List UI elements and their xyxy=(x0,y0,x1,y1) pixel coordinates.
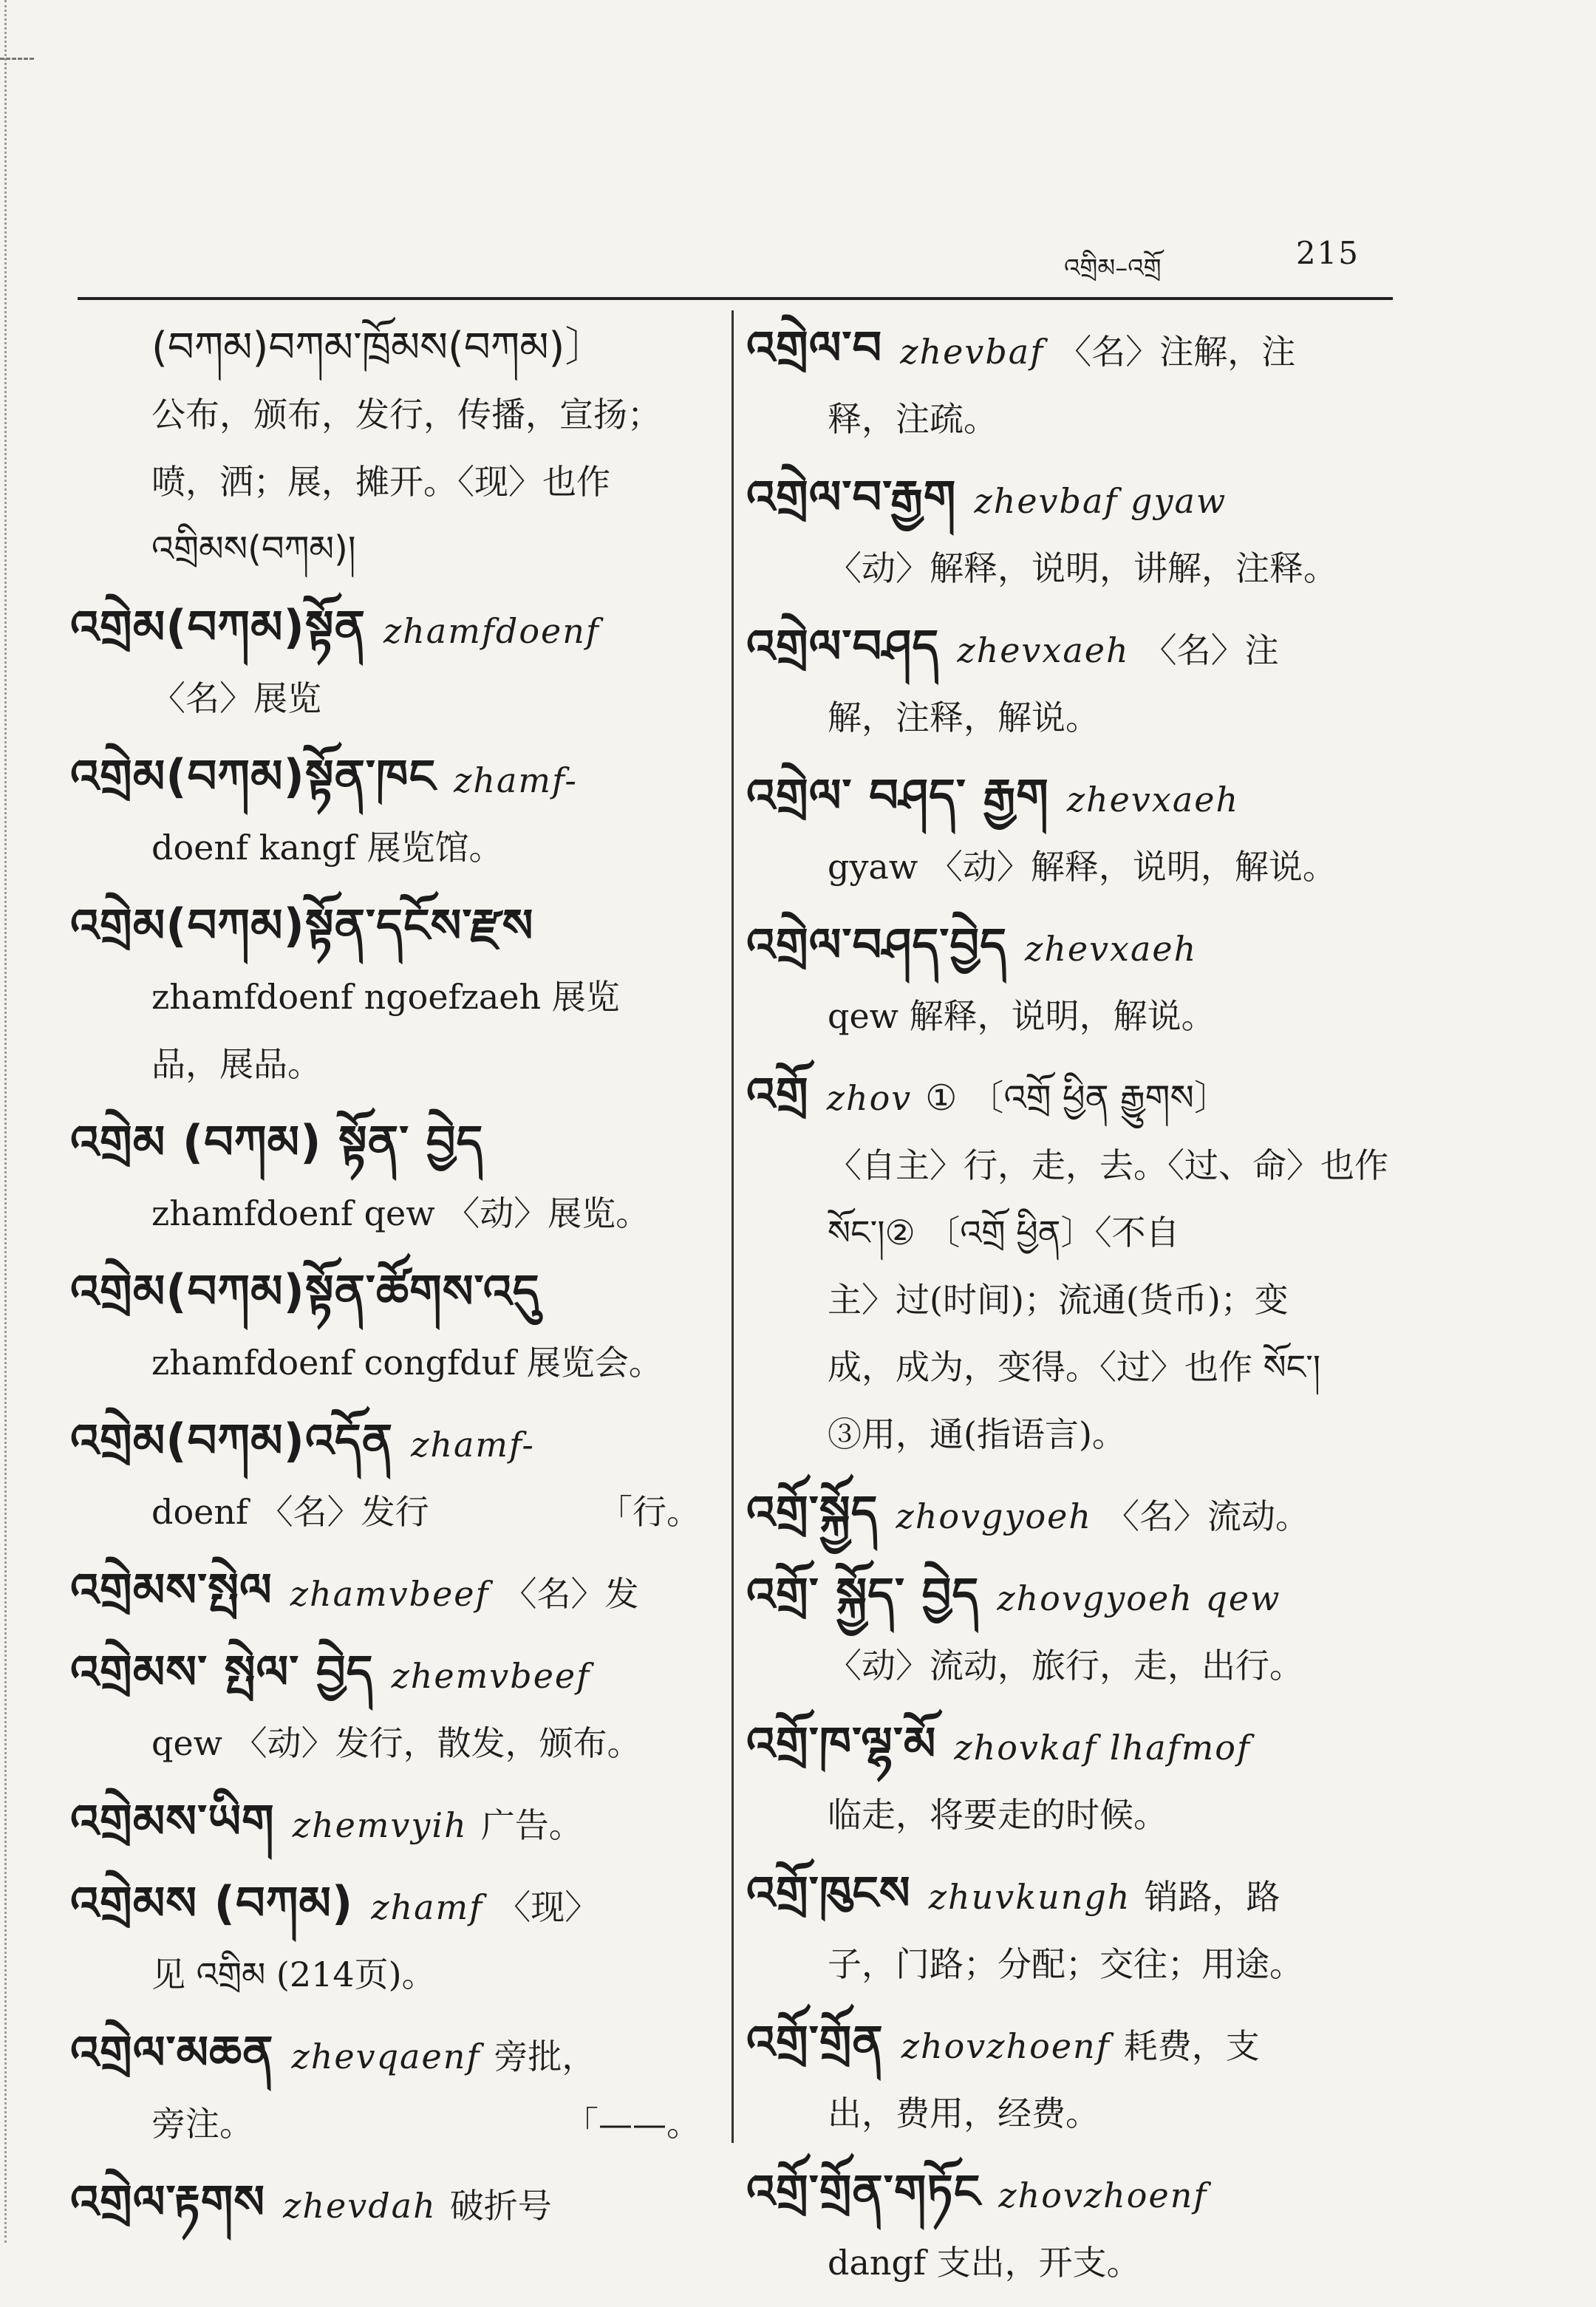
entry-definition: 品，展品。 xyxy=(151,1044,321,1084)
column-divider xyxy=(732,310,734,2143)
entry-romanization: zhamvbeef xyxy=(290,1574,490,1614)
guide-words: འགྲིམ–འགྲོ xyxy=(1064,253,1162,283)
entry-romanization: zhemvyih xyxy=(292,1805,468,1845)
dictionary-entry xyxy=(746,762,1396,901)
entry-romanization: zhevbaf gyaw xyxy=(974,481,1227,521)
dictionary-entry xyxy=(746,463,1396,602)
dictionary-entry xyxy=(746,1710,1396,1849)
entry-headword: འགྲེམ (བཀམ) སྟོན་ བྱེད xyxy=(70,1115,484,1169)
entry-variant: འགྲིམས(བཀམ)། xyxy=(151,528,356,570)
entry-romanization: zhovgyoeh xyxy=(896,1496,1093,1536)
entry-continuation: (བཀམ)བཀམ་ཁྲོམས(བཀམ)〕 xyxy=(151,324,607,372)
dictionary-entry xyxy=(746,1479,1396,1550)
dictionary-entry xyxy=(70,2168,709,2240)
entry-definition: 销路，路 xyxy=(1144,1877,1280,1917)
entry-headword: འགྲོ་སྐྱོད xyxy=(746,1485,879,1539)
dictionary-entry xyxy=(746,2158,1396,2297)
scan-edge-mark xyxy=(0,58,34,60)
entry-definition: 释，注疏。 xyxy=(828,399,998,439)
entry-definition: zhamfdoenf qew 〈动〉展览。 xyxy=(151,1193,650,1233)
entry-definition: 〈名〉流动。 xyxy=(1105,1496,1310,1536)
entry-headword: འགྲེལ་བཤད xyxy=(746,619,940,673)
dictionary-entry xyxy=(70,892,709,1098)
dictionary-entry xyxy=(70,2019,709,2158)
entry-definition: doenf kangf 展览馆。 xyxy=(151,828,503,868)
entry-definition: gyaw 〈动〉解释，说明，解说。 xyxy=(828,847,1337,887)
dictionary-entry xyxy=(746,911,1396,1050)
dictionary-entry xyxy=(746,2008,1396,2147)
page-number: 215 xyxy=(1295,235,1360,271)
entry-headword: འགྲེམ(བཀམ)སྟོན་ཚོགས་འདུ xyxy=(70,1264,540,1318)
entry-headword: འགྲོ་གྲོན་གཏོང xyxy=(746,2164,981,2218)
entry-definition: 解，注释，解说。 xyxy=(828,698,1099,737)
entry-romanization: zhevxaeh xyxy=(1066,780,1240,819)
entry-headword: འགྲེམ(བཀམ)འདོན xyxy=(70,1414,394,1468)
entry-romanization: zhevxaeh xyxy=(957,630,1130,670)
entry-headword: འགྲེམས་སྤེལ xyxy=(70,1563,273,1617)
entry-romanization: zhovzhoenf xyxy=(998,2175,1208,2215)
scan-edge xyxy=(4,0,7,2243)
entry-romanization: zhevbaf xyxy=(900,332,1045,372)
entry-headword: འགྲེལ་རྟགས xyxy=(70,2175,266,2229)
entry-headword: འགྲེལ་བཤད་བྱེད xyxy=(746,918,1007,972)
dictionary-entry xyxy=(746,1859,1396,1998)
entry-definition: 出，费用，经费。 xyxy=(828,2093,1099,2133)
carryover-note: 「——。 xyxy=(565,2104,700,2144)
dictionary-entry xyxy=(70,1407,709,1546)
entry-definition: qew 〈动〉发行，散发，颁布。 xyxy=(151,1723,641,1763)
dictionary-entry xyxy=(746,1060,1396,1468)
entry-definition: 广告。 xyxy=(480,1805,583,1845)
entry-definition: 临走，将要走的时候。 xyxy=(828,1795,1167,1835)
entry-definition: 〈名〉发 xyxy=(502,1574,639,1614)
entry-headword: འགྲོ་ཁུངས xyxy=(746,1866,911,1920)
entry-romanization: zhevqaenf xyxy=(291,2037,481,2076)
entry-definition: 成，成为，变得。〈过〉也作 སོང་། xyxy=(828,1347,1321,1387)
entry-definition: 主〉过(时间)；流通(货币)；变 xyxy=(828,1280,1289,1320)
entry-definition: 〈名〉展览 xyxy=(151,678,321,718)
entry-headword: འགྲོ་ཁ་ལྷ་མོ xyxy=(746,1717,937,1771)
dictionary-entry xyxy=(70,1870,709,2008)
entry-definition: ① 〔འགྲོ ཕྱིན རྒྱུགས〕 xyxy=(925,1077,1230,1119)
entry-definition: 旁注。 xyxy=(151,2104,253,2144)
entry-headword: འགྲེལ་མཆན xyxy=(70,2025,274,2079)
dictionary-entry xyxy=(746,1561,1396,1700)
left-column xyxy=(70,314,709,2250)
dictionary-entry xyxy=(746,314,1396,453)
entry-romanization: zhevxaeh xyxy=(1024,929,1198,969)
entry-romanization: zhemvbeef xyxy=(391,1656,591,1696)
entry-definition: 〈名〉注 xyxy=(1142,630,1279,670)
entry-headword: འགྲེམས (བཀམ) xyxy=(70,1876,354,1930)
entry-definition: 公布，颁布，发行，传播，宣扬； xyxy=(151,395,661,435)
entry-definition: 〈现〉 xyxy=(497,1887,599,1927)
entry-definition: 〈动〉解释，说明，讲解，注释。 xyxy=(828,548,1337,588)
entry-definition: 喷，洒；展，摊开。〈现〉也作 xyxy=(151,462,610,502)
page-header xyxy=(1064,235,1360,287)
entry-headword: འགྲེམ(བཀམ)སྟོན xyxy=(70,600,366,654)
entry-romanization: zhovzhoenf xyxy=(901,2026,1111,2066)
entry-definition: zhamfdoenf congfduf 展览会。 xyxy=(151,1343,663,1383)
entry-romanization: zhuvkungh xyxy=(928,1877,1131,1917)
dictionary-entry xyxy=(70,1638,709,1777)
dictionary-entry xyxy=(70,593,709,732)
entry-romanization: zhamf- xyxy=(454,760,578,800)
entry-definition: 〈动〉流动，旅行，走，出行。 xyxy=(828,1646,1303,1686)
entry-definition: 旁批， xyxy=(494,2037,596,2076)
entry-definition: dangf 支出，开支。 xyxy=(828,2243,1141,2283)
entry-headword: འགྲོ་གྲོན xyxy=(746,2015,884,2069)
dictionary-entry xyxy=(70,1556,709,1628)
dictionary-entry xyxy=(746,613,1396,752)
entry-definition: ③用，通(指语言)。 xyxy=(828,1414,1126,1454)
entry-headword: འགྲེལ་བ xyxy=(746,321,883,375)
header-rule xyxy=(78,297,1393,300)
entry-definition: qew 解释，说明，解说。 xyxy=(828,996,1215,1036)
entry-definition: 〈自主〉行，走，去。〈过、命〉也作 xyxy=(828,1145,1388,1185)
entry-headword: འགྲེམ(བཀམ)སྟོན་ཁང xyxy=(70,749,437,803)
entry-romanization: zhov xyxy=(826,1078,913,1118)
entry-definition: 耗费，支 xyxy=(1123,2026,1260,2066)
dictionary-entry xyxy=(70,1258,709,1397)
entry-romanization: zhevdah xyxy=(283,2186,437,2226)
entry-headword: འགྲེལ་ བཤད་ རྒྱག xyxy=(746,769,1049,822)
entry-definition: སོང་།② 〔འགྲོ ཕྱིན〕〈不自 xyxy=(828,1213,1180,1253)
entry-definition: 破折号 xyxy=(449,2186,552,2226)
dictionary-entry xyxy=(70,314,709,583)
carryover-note: 「行。 xyxy=(598,1492,700,1532)
entry-romanization: zhamfdoenf xyxy=(383,611,600,651)
entry-headword: འགྲོ xyxy=(746,1067,809,1121)
entry-definition: doenf 〈名〉发行 xyxy=(151,1492,429,1532)
dictionary-entry xyxy=(70,743,709,882)
dictionary-entry xyxy=(70,1788,709,1859)
entry-headword: འགྲེལ་བ་རྒྱག xyxy=(746,470,957,524)
entry-romanization: zhamf xyxy=(371,1887,484,1927)
entry-headword: འགྲེམས་ སྤེལ་ བྱེད xyxy=(70,1645,374,1699)
entry-definition: 子，门路；分配；交往；用途。 xyxy=(828,1944,1303,1984)
entry-headword: འགྲོ་ སྐྱོད་ བྱེད xyxy=(746,1567,980,1621)
entry-romanization: zhovkaf lhafmof xyxy=(954,1728,1251,1768)
entry-definition: 〈名〉注解，注 xyxy=(1057,332,1296,372)
right-column xyxy=(746,314,1396,2307)
entry-headword: འགྲེམས་ཡིག xyxy=(70,1794,275,1848)
entry-headword: འགྲེམ(བཀམ)སྟོན་དངོས་རྫས xyxy=(70,899,534,953)
entry-definition: zhamfdoenf ngoefzaeh 展览 xyxy=(151,977,620,1017)
entry-romanization: zhovgyoeh qew xyxy=(997,1578,1281,1618)
dictionary-entry xyxy=(70,1108,709,1247)
entry-romanization: zhamf- xyxy=(411,1425,535,1465)
entry-cross-reference: 见 འགྲིམ (214页)。 xyxy=(151,1955,436,1994)
